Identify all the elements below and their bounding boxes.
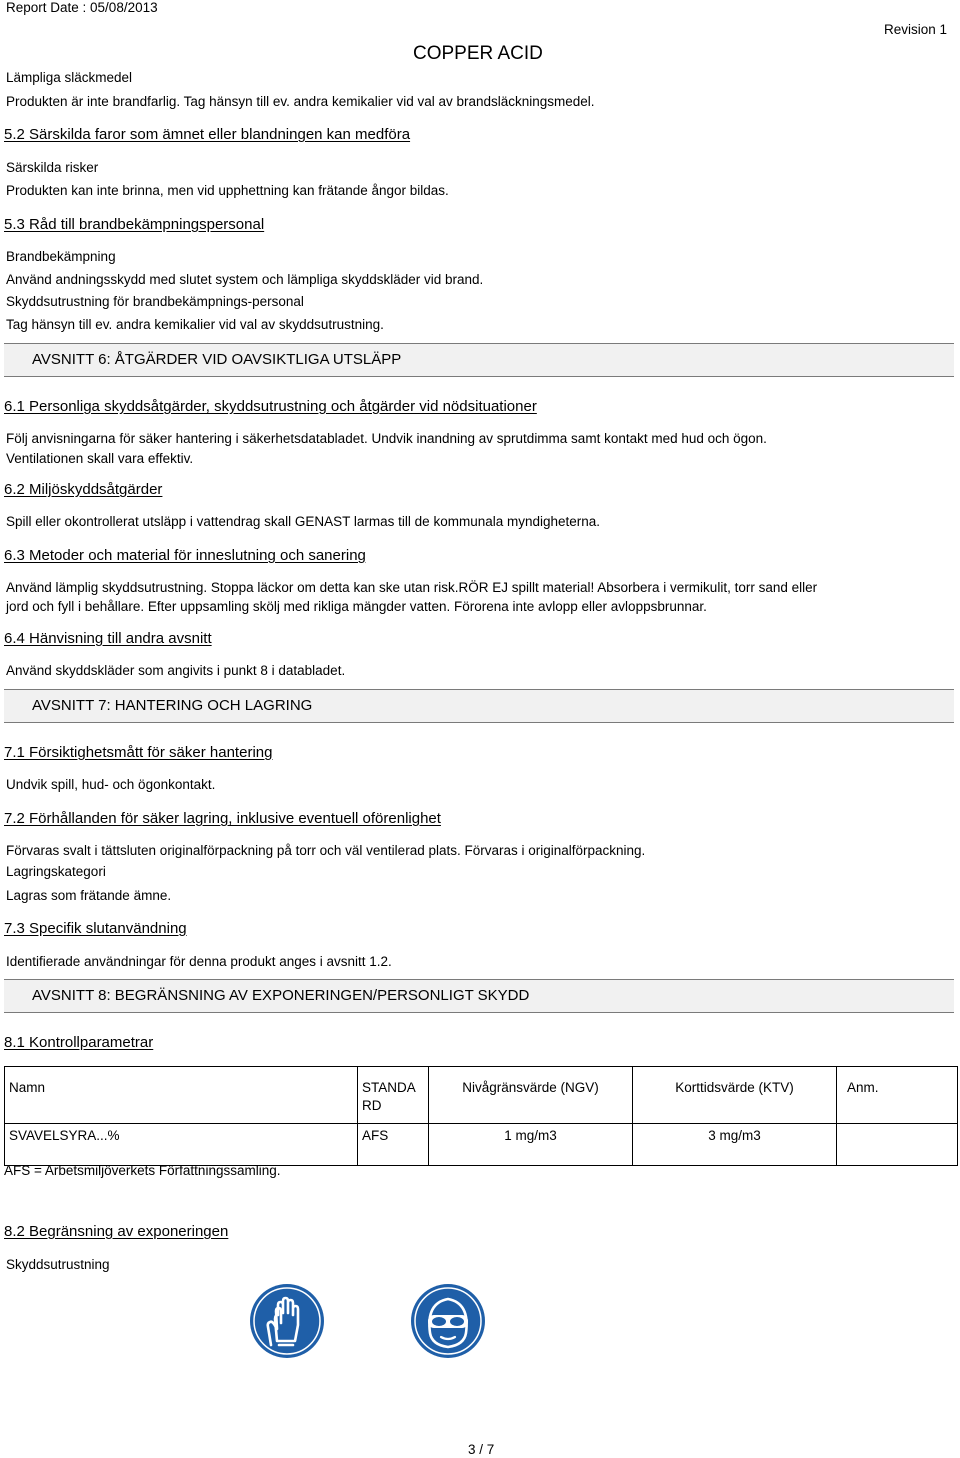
text-6-2: Spill eller okontrollerat utsläpp i vattendrag skall GENAST larmas till de kommunala myndigheterna.	[6, 514, 601, 529]
text-6-3b: jord och fyll i behållare. Efter uppsamling skölj med rikliga mängder vatten. Förorena inte avlopp eller avloppsbrunnar.	[6, 599, 707, 614]
afs-note: AFS = Arbetsmiljöverkets Författningssamling.	[4, 1163, 281, 1178]
text-6-1a: Följ anvisningarna för säker hantering i säkerhetsdatabladet. Undvik inandning av sprutdimma samt kontakt med hud och ögon.	[6, 431, 767, 446]
heading-6-2: 6.2 Miljöskyddsåtgärder	[4, 481, 163, 498]
section-7-bar	[4, 689, 954, 723]
heading-5-3: 5.3 Råd till brandbekämpningspersonal	[4, 216, 265, 233]
cell-anm	[837, 1124, 958, 1166]
col-header-ktv: Korttidsvärde (KTV)	[633, 1067, 837, 1124]
text-7-3: Identifierade användningar för denna produkt anges i avsnitt 1.2.	[6, 954, 392, 969]
table-row	[5, 1124, 958, 1166]
extinguish-label: Lämpliga släckmedel	[6, 70, 133, 85]
heading-8-2: 8.2 Begränsning av exponeringen	[4, 1223, 229, 1240]
text-6-3a: Använd lämplig skyddsutrustning. Stoppa läckor om detta kan ske utan risk.RÖR EJ spillt material! Absorbera i vermikulit, torr sand eller	[6, 580, 818, 595]
cell-ngv: 1 mg/m3	[429, 1124, 633, 1166]
heading-7-3: 7.3 Specifik slutanvändning	[4, 920, 187, 937]
risks-text: Produkten kan inte brinna, men vid upphettning kan frätande ångor bildas.	[6, 183, 449, 198]
section-6-bar	[4, 343, 954, 377]
section-7-title: AVSNITT 7: HANTERING OCH LAGRING	[32, 697, 313, 714]
page-number: 3 / 7	[468, 1442, 495, 1457]
col-header-anm: Anm.	[837, 1067, 958, 1124]
col-header-ngv: Nivågränsvärde (NGV)	[429, 1067, 633, 1124]
gloves-icon	[249, 1283, 325, 1359]
text-6-1b: Ventilationen skall vara effektiv.	[6, 451, 194, 466]
risks-label: Särskilda risker	[6, 160, 99, 175]
ppe-fire-label: Skyddsutrustning för brandbekämpnings-personal	[6, 294, 304, 309]
heading-8-1: 8.1 Kontrollparametrar	[4, 1034, 154, 1051]
section-8-title: AVSNITT 8: BEGRÄNSNING AV EXPONERINGEN/PERSONLIGT SKYDD	[32, 987, 530, 1004]
heading-6-1: 6.1 Personliga skyddsåtgärder, skyddsutrustning och åtgärder vid nödsituationer	[4, 398, 537, 415]
report-date: Report Date : 05/08/2013	[6, 0, 158, 15]
section-8-bar	[4, 979, 954, 1013]
table-header-row	[5, 1067, 958, 1124]
ppe-label: Skyddsutrustning	[6, 1257, 110, 1272]
cell-standard: AFS	[358, 1124, 429, 1166]
control-parameters-table	[4, 1066, 958, 1166]
heading-7-2: 7.2 Förhållanden för säker lagring, inklusive eventuell oförenlighet	[4, 810, 441, 827]
heading-5-2: 5.2 Särskilda faror som ämnet eller blandningen kan medföra	[4, 126, 411, 143]
cell-ktv: 3 mg/m3	[633, 1124, 837, 1166]
col-header-standard: STANDARD	[358, 1067, 429, 1124]
product-title: COPPER ACID	[413, 43, 543, 64]
extinguish-text: Produkten är inte brandfarlig. Tag hänsyn till ev. andra kemikalier vid val av brandsläckningsmedel.	[6, 94, 595, 109]
revision: Revision 1	[884, 22, 948, 37]
safety-goggles-icon	[410, 1283, 486, 1359]
heading-7-1: 7.1 Försiktighetsmått för säker hantering	[4, 744, 273, 761]
text-7-1: Undvik spill, hud- och ögonkontakt.	[6, 777, 216, 792]
fire-label: Brandbekämpning	[6, 249, 116, 264]
text-7-2: Förvaras svalt i tättsluten originalförpackning på torr och väl ventilerad plats. Förvaras i originalförpackning.	[6, 843, 646, 858]
storage-text: Lagras som frätande ämne.	[6, 888, 172, 903]
text-6-4: Använd skyddskläder som angivits i punkt 8 i databladet.	[6, 663, 346, 678]
section-6-title: AVSNITT 6: ÅTGÄRDER VID OAVSIKTLIGA UTSLÄPP	[32, 351, 402, 368]
storage-label: Lagringskategori	[6, 864, 106, 879]
fire-text: Använd andningsskydd med slutet system och lämpliga skyddskläder vid brand.	[6, 272, 484, 287]
heading-6-4: 6.4 Hänvisning till andra avsnitt	[4, 630, 212, 647]
ppe-fire-text: Tag hänsyn till ev. andra kemikalier vid val av skyddsutrustning.	[6, 317, 384, 332]
col-header-name: Namn	[5, 1067, 358, 1124]
heading-6-3: 6.3 Metoder och material för inneslutning och sanering	[4, 547, 366, 564]
cell-name: SVAVELSYRA...%	[5, 1124, 358, 1166]
